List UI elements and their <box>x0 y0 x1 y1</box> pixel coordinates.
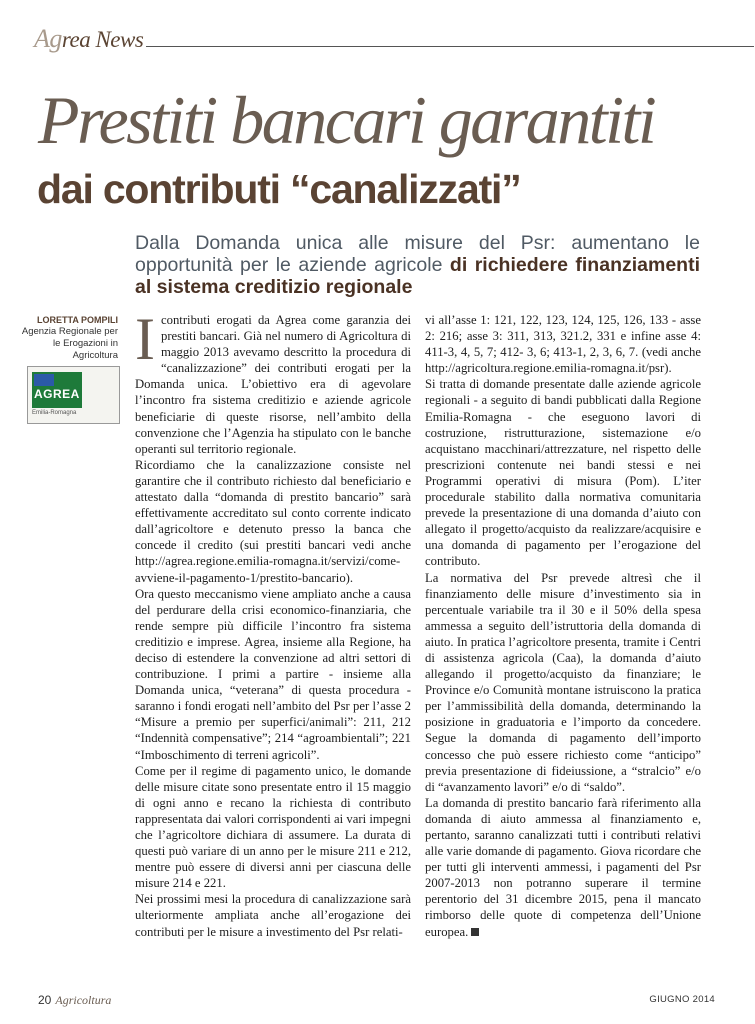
author-box <box>20 314 118 362</box>
paragraph: Si tratta di domande presentate dalle aziende agricole regionali - a seguito di bandi pubblicati dalla Regione Emilia-Romagna - che eseguono lavori di costruzione, ristrutturazione, sistemazione e/o acquistano macchinari/attrezzature, nel rispetto delle prescrizioni contenute nei bandi stessi e nei Programmi operativi di misura (Pom). L’iter procedurale stabilito dalla normativa comunitaria prevede la presentazione di una domanda d’aiuto con allegato il progetto/acquisto da realizzare/acquisire e una domanda di pagamento per l’erogazione del contributo. <box>425 377 701 569</box>
subheadline: dai contributi “canalizzati” <box>37 166 521 212</box>
paragraph-text: La domanda di prestito bancario farà riferimento alla domanda di aiuto ammessa al finanziamento e, pertanto, saranno canalizzati tutti i contributi relativi alle varie domande di pagamento. Giova ricordare che per tutti gli interventi ammessi, i pagamenti del Psr 2007-2013 non potranno superare il termine perentorio del 31 dicembre 2015, pena il mancato rimborso delle quote di competenza dell’Unione europea. <box>425 795 701 939</box>
masthead-rule <box>146 46 754 47</box>
headline: Prestiti bancari garantiti <box>38 82 655 158</box>
paragraph: Ricordiamo che la canalizzazione consiste nel garantire che il contributo richiesto dal beneficiario e attestato dalla “domanda di prestito bancario” sarà effettivamente accreditato sul conto corrente indicato dall’agricoltore e detenuto presso la banca che concede il credito (sui prestiti bancari vedi anche http://agrea.regione.emilia-romagna.it/servizi/come-avviene-il-pagamento-1/prestito-bancario). <box>135 457 411 585</box>
paragraph-last <box>425 795 701 940</box>
footer-magazine: Agricoltura <box>55 993 112 1007</box>
article-column-1 <box>135 306 411 940</box>
paragraph: Come per il regime di pagamento unico, le domande delle misure citate sono presentate entro il 15 maggio di ogni anno e recano la richiesta di contributo rappresentata dai valori corrispondenti ai vari impegni che l’agricoltore dichiara di assumere. La durata di questi può variare di un anno per le misure 211 e 212, mentre può essere di diversi anni per ciascuna delle misure 214 e 221. <box>135 763 411 891</box>
paragraph: Nei prossimi mesi la procedura di canalizzazione sarà ulteriormente ampliata anche all’erogazione dei contributi per le misure a investimento del Psr relati- <box>135 892 411 939</box>
author-name: LORETTA POMPILI <box>37 315 118 325</box>
deck-bold: di richiedere finanziamenti al sistema creditizio regionale <box>135 254 700 298</box>
paragraph: Ora questo meccanismo viene ampliato anche a causa del perdurare della crisi economico-finanziaria, che rende sempre più difficile l’incontro fra sistema creditizio e imprese. Agrea, insieme alla Regione, ha deciso di estendere la convenzione ad altri settori di contribuzione. I primi a partire - insieme alla Domanda unica, “veterana” di questa procedura - saranno i fondi erogati nell’ambito del Psr per l’asse 2 “Misure a premio per superfici/animali”: 211, 212 “Indennità compensative”; 214 “agroambientali”; 221 “Imboschimento di terreni agricoli”. <box>135 586 411 762</box>
paragraph-text: contributi erogati da Agrea come garanzia dei prestiti bancari. Già nel numero di Agricoltura di maggio 2013 avevamo descritto la procedura di “canalizzazione” dei contributi erogati per la Domanda unica. L’obiettivo era di agevolare l’incontro fra sistema creditizio e aziende agricole beneficiarie di queste risorse, nell’ambito della convenzione che l’Agenzia ha stipulato con le banche operanti sul territorio regionale. <box>135 313 411 456</box>
masthead <box>34 24 754 54</box>
end-mark-icon <box>471 928 479 936</box>
footer-left <box>38 993 111 1008</box>
paragraph: vi all’asse 1: 121, 122, 123, 124, 125, 126, 133 - asse 2: 216; asse 3: 311, 313, 321.2, 331 e infine asse 4: 411-3, 4, 5, 7; 412- 3, 6; 413-1, 2, 3, 6, 7. (vedi anche http://agricoltura.regione.emilia-romagna.it/psr). <box>425 313 701 376</box>
paragraph <box>135 306 411 457</box>
article-column-2 <box>425 312 701 940</box>
author-affiliation: Agenzia Regionale per le Erogazioni in Agricoltura <box>21 326 118 361</box>
deck-regular: Dalla Domanda unica alle misure del Psr: aumentano le opportunità per le aziende agricole <box>135 232 700 276</box>
drop-cap: I <box>135 306 155 372</box>
logo-text: AGREA <box>34 387 80 401</box>
masthead-logo-rest: rea News <box>61 27 144 52</box>
deck <box>135 232 700 298</box>
paragraph: La normativa del Psr prevede altresì che il finanziamento delle misure d’investimento sia in percentuale variabile tra il 30 e il 50% della spesa ammessa a seguito dell’istruttoria della domanda di aiuto. In pratica l’agricoltore presenta, tramite i Centri di assistenza agricola (Caa), la domanda d’aiuto allegando il progetto/acquisto da finanziare; le Province e/o Comunità montane istruiscono la pratica per l’ammissibilità della domanda, determinando la posizione in graduatoria e l’importo da concedere. Segue la domanda di pagamento dell’importo concesso che può essere richiesto come “anticipo” previa presentazione di fideiussione, a “stralcio” e/o di “avanzamento lavori” e/o di “saldo”. <box>425 570 701 794</box>
eu-flag-icon <box>34 374 54 386</box>
masthead-logo <box>34 24 143 54</box>
agrea-logo <box>27 366 120 424</box>
page-number: 20 <box>38 993 52 1007</box>
masthead-logo-ag: Ag <box>34 24 62 53</box>
footer-date: GIUGNO 2014 <box>649 994 715 1005</box>
logo-sub: Emilia-Romagna <box>32 410 77 416</box>
